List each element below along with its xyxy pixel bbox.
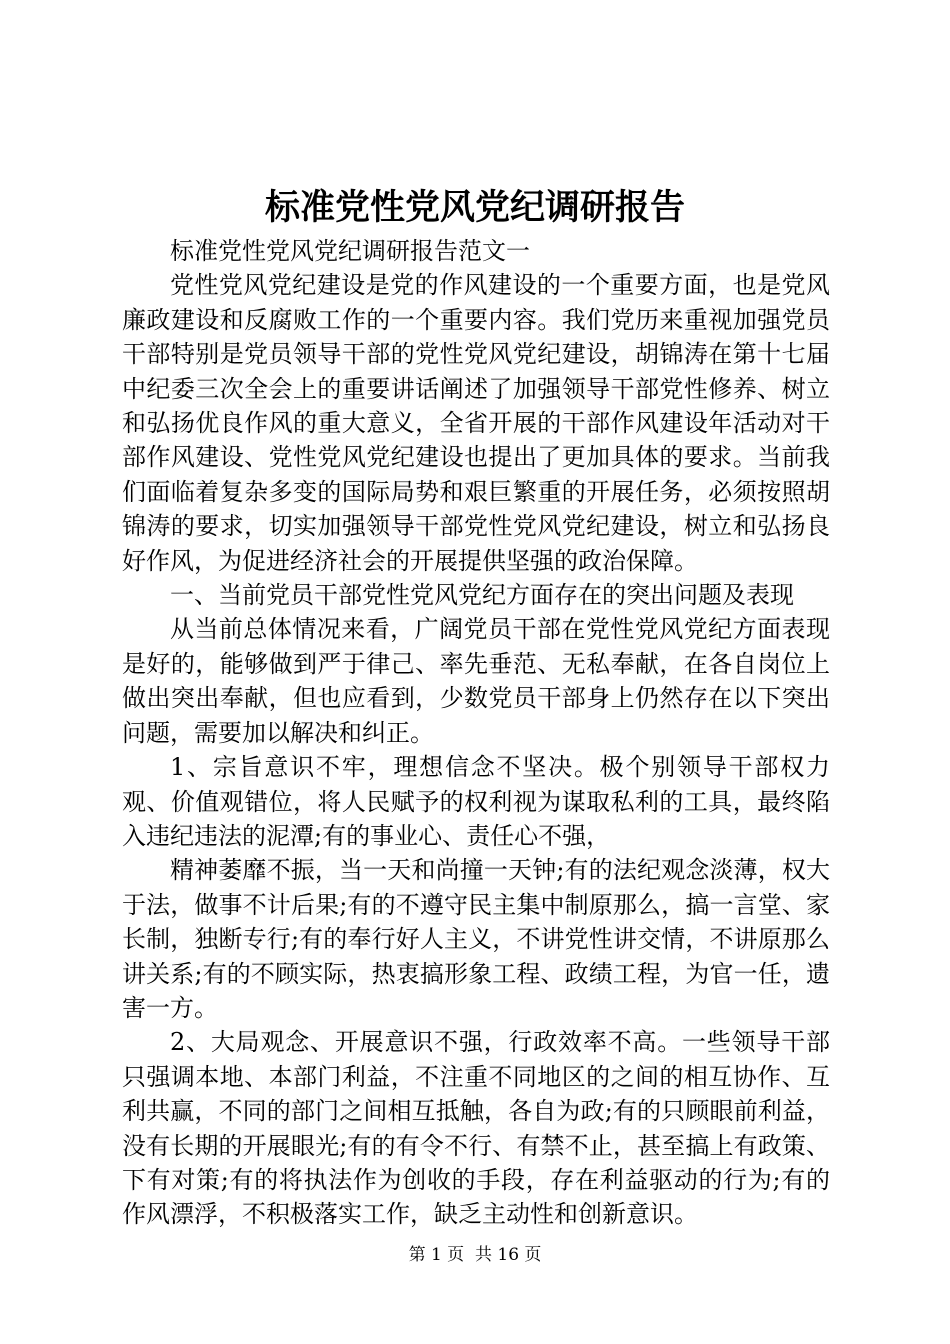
body-paragraph: 1、宗旨意识不牢，理想信念不坚决。极个别领导干部权力观、价值观错位，将人民赋予的权利视为谋取私利的工具，最终陷入违纪违法的泥潭;有的事业心、责任心不强， [122, 753, 830, 850]
body-paragraph: 党性党风党纪建设是党的作风建设的一个重要方面，也是党风廉政建设和反腐败工作的一个重要内容。我们党历来重视加强党员干部特别是党员领导干部的党性党风党纪建设，胡锦涛在第十七届中纪委三次全会上的重要讲话阐述了加强领导干部党性修养、树立和弘扬优良作风的重大意义，全省开展的干部作风建设年活动对干部作风建设、党性党风党纪建设也提出了更加具体的要求。当前我们面临着复杂多变的国际局势和艰巨繁重的开展任务，必须按照胡锦涛的要求，切实加强领导干部党性党风党纪建设，树立和弘扬良好作风，为促进经济社会的开展提供坚强的政治保障。 [122, 271, 830, 575]
page-number-label: 第 1 页 共 16 页 [408, 1245, 542, 1265]
document-body [122, 234, 830, 1232]
section-heading: 一、当前党员干部党性党风党纪方面存在的突出问题及表现 [170, 581, 794, 610]
page-number-footer [0, 1242, 950, 1268]
subtitle-paragraph: 标准党性党风党纪调研报告范文一 [170, 237, 530, 265]
body-paragraph: 2、大局观念、开展意识不强，行政效率不高。一些领导干部只强调本地、本部门利益，不注重不同地区的之间的相互协作、互利共赢，不同的部门之间相互抵触，各自为政;有的只顾眼前利益，没有长期的开展眼光;有的有令不行、有禁不止，甚至搞上有政策、下有对策;有的将执法作为创收的手段，存在利益驱动的行为;有的作风漂浮，不积极落实工作，缺乏主动性和创新意识。 [122, 1028, 830, 1229]
body-paragraph: 精神萎靡不振，当一天和尚撞一天钟;有的法纪观念淡薄，权大于法，做事不计后果;有的不遵守民主集中制原那么，搞一言堂、家长制，独断专行;有的奉行好人主义，不讲党性讲交情，不讲原那么讲关系;有的不顾实际，热衷搞形象工程、政绩工程，为官一任，遗害一方。 [122, 856, 830, 1022]
document-title: 标准党性党风党纪调研报告 [264, 187, 685, 228]
body-paragraph: 从当前总体情况来看，广阔党员干部在党性党风党纪方面表现是好的，能够做到严于律己、率先垂范、无私奉献，在各自岗位上做出突出奉献，但也应看到，少数党员干部身上仍然存在以下突出问题，需要加以解决和纠正。 [122, 615, 830, 747]
